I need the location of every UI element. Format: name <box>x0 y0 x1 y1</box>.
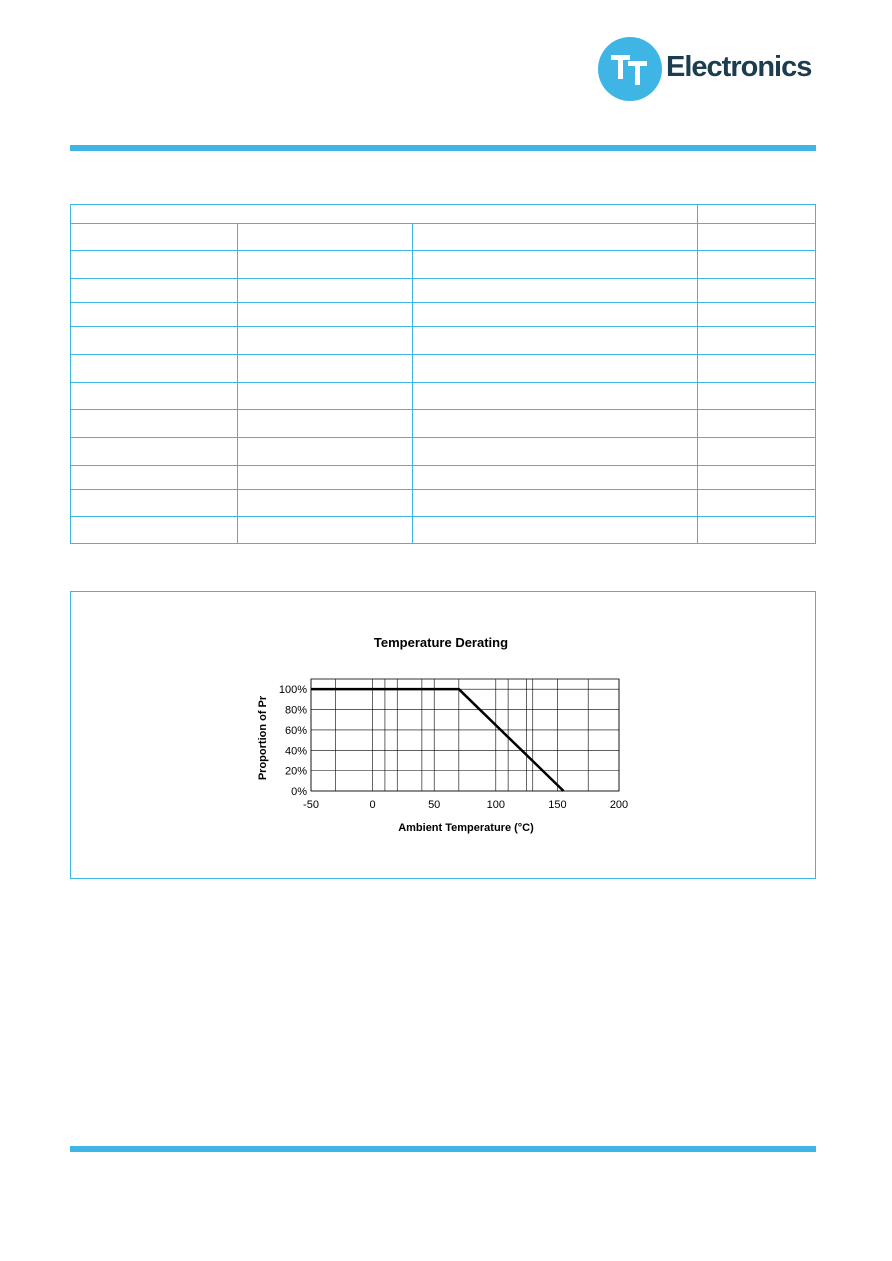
y-tick-label: 0% <box>291 786 307 798</box>
table-cell <box>698 327 816 355</box>
x-tick-label: 200 <box>609 799 629 811</box>
x-tick-label: 50 <box>428 799 441 811</box>
table-cell <box>698 383 816 410</box>
table-cell <box>698 490 816 517</box>
table-cell <box>71 517 238 544</box>
table-cell <box>698 224 816 251</box>
x-tick-label: 0 <box>369 799 376 811</box>
table-cell <box>71 355 238 383</box>
table-cell <box>71 251 238 279</box>
y-tick-label: 20% <box>284 765 307 778</box>
x-axis-title: Ambient Temperature (°C) <box>398 822 534 834</box>
table-cell <box>71 410 238 438</box>
table-row <box>71 438 816 466</box>
table-cell <box>238 279 412 303</box>
table-cell <box>698 205 816 224</box>
table-cell <box>238 383 412 410</box>
y-tick-label: 100% <box>278 684 307 697</box>
spec-table <box>70 204 816 544</box>
x-tick-label: 150 <box>548 799 567 811</box>
table-cell <box>238 303 412 327</box>
table-cell <box>238 517 412 544</box>
table-row <box>71 303 816 327</box>
table-cell <box>412 251 698 279</box>
table-row <box>71 224 816 251</box>
table-cell <box>412 383 698 410</box>
y-tick-label: 60% <box>284 724 307 737</box>
header-rule <box>70 145 816 151</box>
table-cell <box>412 303 698 327</box>
table-cell <box>412 438 698 466</box>
table-cell <box>238 355 412 383</box>
table-cell <box>71 383 238 410</box>
table-row <box>71 517 816 544</box>
table-cell <box>71 205 698 224</box>
table-cell <box>71 279 238 303</box>
table-cell <box>71 327 238 355</box>
table-row <box>71 251 816 279</box>
table-cell <box>412 410 698 438</box>
table-cell <box>238 224 412 251</box>
table-row <box>71 383 816 410</box>
table-cell <box>698 251 816 279</box>
y-tick-label: 80% <box>284 704 307 717</box>
table-row <box>71 466 816 490</box>
table-cell <box>698 438 816 466</box>
temperature-derating-chart <box>71 592 815 878</box>
table-cell <box>71 438 238 466</box>
table-cell <box>698 303 816 327</box>
x-tick-label: -50 <box>303 799 319 811</box>
table-cell <box>71 224 238 251</box>
table-cell <box>238 327 412 355</box>
table-cell <box>238 438 412 466</box>
table-cell <box>238 490 412 517</box>
table-cell <box>698 466 816 490</box>
table-cell <box>412 517 698 544</box>
table-cell <box>412 224 698 251</box>
table-cell <box>412 355 698 383</box>
y-axis-title: Proportion of Pr <box>257 695 269 781</box>
table-row <box>71 490 816 517</box>
table-row <box>71 410 816 438</box>
table-row <box>71 279 816 303</box>
table-cell <box>71 303 238 327</box>
chart-title: Temperature Derating <box>373 635 509 650</box>
table-cell <box>71 466 238 490</box>
table-cell <box>698 410 816 438</box>
derating-chart-panel <box>70 591 816 879</box>
table-cell <box>238 466 412 490</box>
table-cell <box>71 490 238 517</box>
table-cell <box>238 251 412 279</box>
footer-rule <box>70 1146 816 1152</box>
table-cell <box>412 327 698 355</box>
table-cell <box>238 410 412 438</box>
table-cell <box>698 279 816 303</box>
table-cell <box>412 279 698 303</box>
table-cell <box>698 355 816 383</box>
table-row <box>71 355 816 383</box>
tt-logo-mark-icon <box>598 37 662 101</box>
table-row <box>71 327 816 355</box>
x-tick-label: 100 <box>486 799 505 811</box>
brand-name: Electronics <box>666 51 812 83</box>
y-tick-label: 40% <box>284 745 307 758</box>
table-cell <box>698 517 816 544</box>
table-cell <box>412 466 698 490</box>
table-header-row <box>71 205 816 224</box>
table-cell <box>412 490 698 517</box>
derating-curve <box>311 689 564 791</box>
